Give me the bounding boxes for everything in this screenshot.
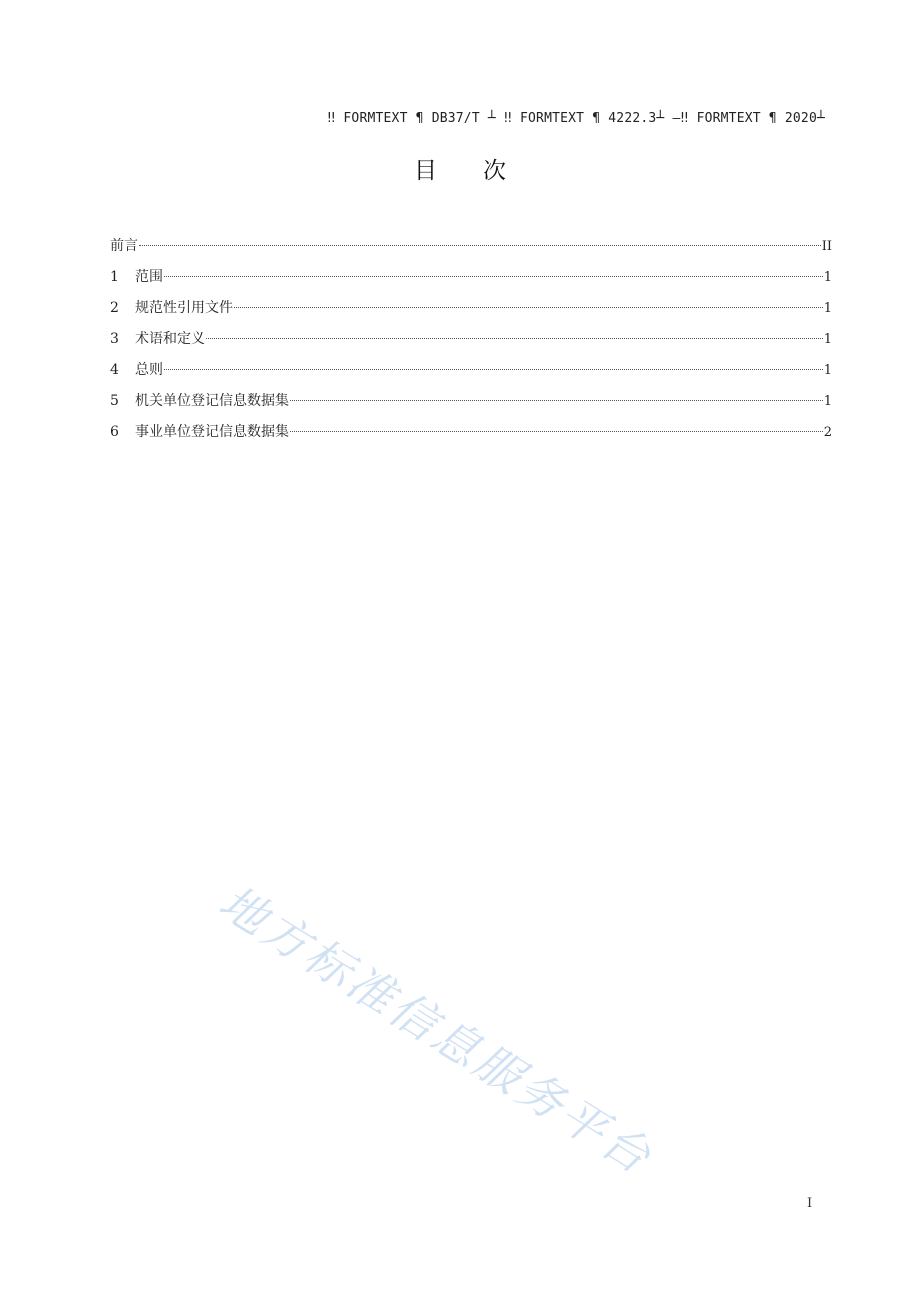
toc-entry-label: 规范性引用文件 <box>135 300 233 316</box>
toc-entry-label: 机关单位登记信息数据集 <box>135 393 289 409</box>
toc-entry-number: 2 <box>110 300 119 316</box>
toc-entry-label: 术语和定义 <box>135 331 205 347</box>
toc-entry-page: 1 <box>823 363 832 378</box>
toc-entry-government-dataset[interactable] <box>110 391 832 422</box>
toc-leader-dots <box>206 338 823 339</box>
toc-entry-page: 1 <box>823 394 832 409</box>
page-number: I <box>807 1196 813 1211</box>
standard-code-header: ‼ FORMTEXT ¶ DB37/T ┴ ‼ FORMTEXT ¶ 4222.3┴ —‼ FORMTEXT ¶ 2020┴ <box>327 111 825 126</box>
toc-entry-institution-dataset[interactable] <box>110 422 832 453</box>
toc-entry-page: 1 <box>823 301 832 316</box>
toc-entry-page: 1 <box>823 332 832 347</box>
toc-entry-number: 1 <box>110 269 119 285</box>
toc-entry-foreword[interactable] <box>110 236 832 267</box>
toc-leader-dots <box>139 245 821 246</box>
toc-entry-general[interactable] <box>110 360 832 391</box>
toc-entry-page: 1 <box>823 270 832 285</box>
toc-leader-dots <box>290 400 823 401</box>
toc-leader-dots <box>164 369 823 370</box>
toc-entry-scope[interactable] <box>110 267 832 298</box>
toc-entry-label: 事业单位登记信息数据集 <box>135 424 289 440</box>
watermark: 地方标准信息服务平台 <box>210 874 663 1186</box>
toc-leader-dots <box>290 431 823 432</box>
toc-entry-number: 3 <box>110 331 119 347</box>
toc-entry-page: II <box>821 239 832 254</box>
toc-entry-label: 范围 <box>135 269 163 285</box>
toc-leader-dots <box>234 307 823 308</box>
toc-entry-terms-definitions[interactable] <box>110 329 832 360</box>
toc-title: 目次 <box>414 158 552 184</box>
toc-entry-number: 5 <box>110 393 119 409</box>
toc-entry-normative-references[interactable] <box>110 298 832 329</box>
toc-entry-page: 2 <box>823 425 832 440</box>
toc-entry-label: 总则 <box>135 362 163 378</box>
toc-leader-dots <box>164 276 823 277</box>
toc-entry-number: 4 <box>110 362 119 378</box>
table-of-contents <box>110 236 832 453</box>
toc-entry-number: 6 <box>110 424 119 440</box>
toc-entry-label: 前言 <box>110 238 138 254</box>
